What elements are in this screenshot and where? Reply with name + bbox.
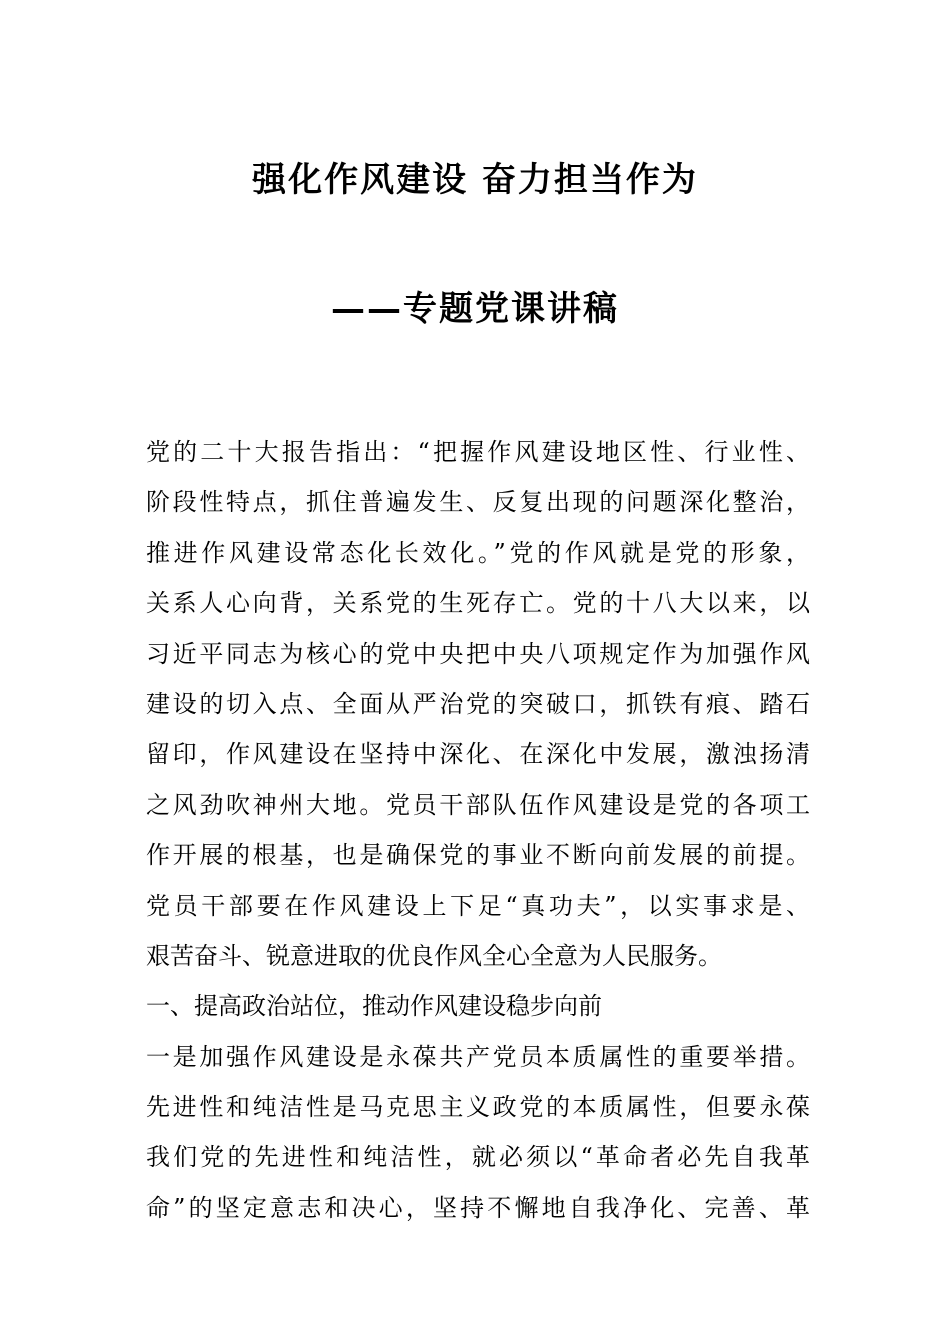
body-line: 一是加强作风建设是永葆共产党员本质属性的重要举措。 xyxy=(146,1042,810,1071)
body-line: 阶段性特点，抓住普遍发生、反复出现的问题深化整治， xyxy=(146,488,810,517)
document-body xyxy=(146,427,810,1233)
section-heading: 一、提高政治站位，推动作风建设稳步向前 xyxy=(146,992,602,1021)
body-line: 推进作风建设常态化长效化。”党的作风就是党的形象， xyxy=(146,538,810,567)
body-line: 党的二十大报告指出：“把握作风建设地区性、行业性、 xyxy=(146,438,810,466)
body-line: 党员干部要在作风建设上下足“真功夫”，以实事求是、 xyxy=(146,891,810,920)
document-subtitle: ——专题党课讲稿 xyxy=(331,289,619,329)
body-line: 之风劲吹神州大地。党员干部队伍作风建设是党的各项工 xyxy=(146,790,810,819)
body-line: 艰苦奋斗、锐意进取的优良作风全心全意为人民服务。 xyxy=(146,941,722,970)
body-line: 命”的坚定意志和决心，坚持不懈地自我净化、完善、革 xyxy=(146,1193,810,1222)
body-line: 关系人心向背，关系党的生死存亡。党的十八大以来，以 xyxy=(146,589,810,618)
body-line: 先进性和纯洁性是马克思主义政党的本质属性，但要永葆 xyxy=(146,1093,810,1122)
body-line: 作开展的根基，也是确保党的事业不断向前发展的前提。 xyxy=(146,841,810,870)
document-title: 强化作风建设 奋力担当作为 xyxy=(252,160,698,200)
body-line: 建设的切入点、全面从严治党的突破口，抓铁有痕、踏石 xyxy=(146,689,810,718)
body-line: 留印，作风建设在坚持中深化、在深化中发展，激浊扬清 xyxy=(146,740,810,769)
body-line: 我们党的先进性和纯洁性，就必须以“革命者必先自我革 xyxy=(146,1143,810,1172)
body-line: 习近平同志为核心的党中央把中央八项规定作为加强作风 xyxy=(146,639,810,668)
